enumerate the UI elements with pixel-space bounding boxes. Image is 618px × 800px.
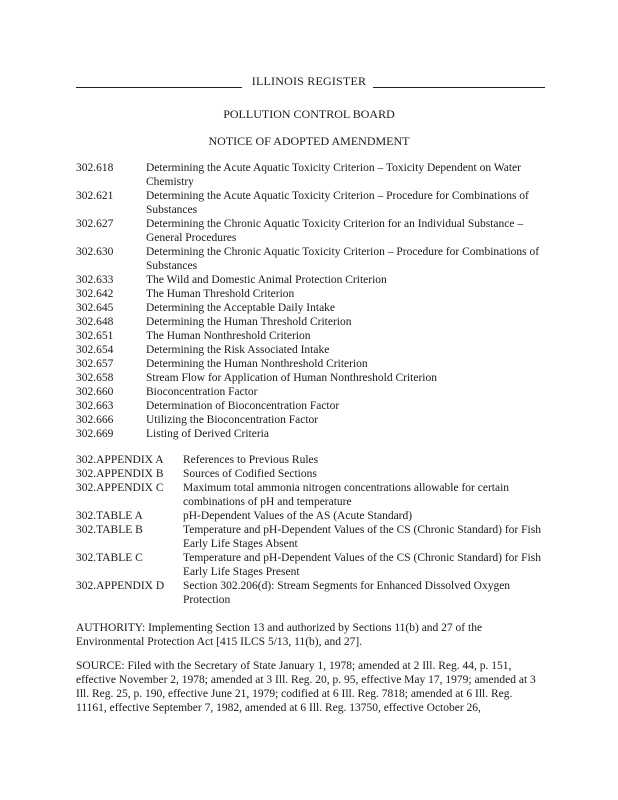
appendix-list [76, 453, 556, 607]
section-title: Utilizing the Bioconcentration Factor [146, 414, 319, 426]
appendix-number: 302.APPENDIX D [76, 580, 165, 592]
source-text: Filed with the Secretary of State January 1, 1978; amended at 2 Ill. Reg. 44, p. 151, effective November 2, 1978; amended at 3 Ill. Reg. 20, p. 95, effective May 17, 1979; amended at 3 Ill. Reg. 25, p. 190, effective June 21, 1979; codified at 6 Ill. Reg. 7818; amended at 6 Ill. Reg. 11161, effective September 7, 1982, amended at 6 Ill. Reg. 13750, effective October 26, [76, 660, 536, 714]
section-number: 302.630 [76, 246, 114, 258]
list-item [76, 427, 556, 441]
section-list [76, 161, 556, 441]
section-number: 302.618 [76, 162, 114, 174]
section-number: 302.621 [76, 190, 114, 202]
list-item [76, 189, 556, 217]
section-title: Determining the Human Nonthreshold Criterion [146, 358, 368, 370]
section-title: Determining the Chronic Aquatic Toxicity Criterion for an Individual Substance – General Procedures [146, 218, 524, 244]
section-title: Determining the Chronic Aquatic Toxicity Criterion – Procedure for Combinations of Substances [146, 246, 540, 272]
list-item [76, 273, 556, 287]
section-title: Determining the Acceptable Daily Intake [146, 302, 336, 314]
section-number: 302.627 [76, 218, 114, 230]
section-title: Determining the Risk Associated Intake [146, 344, 330, 356]
section-number: 302.651 [76, 330, 114, 342]
appendix-number: 302.TABLE A [76, 510, 143, 522]
section-number: 302.669 [76, 428, 114, 440]
appendix-title: Section 302.206(d): Stream Segments for Enhanced Dissolved Oxygen Protection [183, 580, 511, 606]
list-item [76, 413, 556, 427]
appendix-number: 302.TABLE C [76, 552, 143, 564]
section-number: 302.654 [76, 344, 114, 356]
section-number: 302.660 [76, 386, 114, 398]
list-item [76, 245, 556, 273]
section-number: 302.642 [76, 288, 114, 300]
appendix-title: Temperature and pH-Dependent Values of the CS (Chronic Standard) for Fish Early Life Stages Absent [183, 524, 541, 550]
section-title: Determining the Human Threshold Criterion [146, 316, 352, 328]
list-item [76, 357, 556, 371]
list-item [76, 371, 556, 385]
section-title: The Human Nonthreshold Criterion [146, 330, 311, 342]
list-item [76, 343, 556, 357]
register-title: ILLINOIS REGISTER [251, 74, 367, 88]
list-item [76, 453, 556, 467]
section-number: 302.633 [76, 274, 114, 286]
section-number: 302.657 [76, 358, 114, 370]
section-number: 302.663 [76, 400, 114, 412]
list-item [76, 385, 556, 399]
board-name: POLLUTION CONTROL BOARD [223, 107, 395, 121]
appendix-number: 302.APPENDIX B [76, 468, 164, 480]
list-item [76, 399, 556, 413]
section-number: 302.645 [76, 302, 114, 314]
source-label: SOURCE: [76, 660, 125, 672]
appendix-title: pH-Dependent Values of the AS (Acute Standard) [183, 510, 413, 522]
authority-text: Implementing Section 13 and authorized by Sections 11(b) and 27 of the Environmental Protection Act [415 ILCS 5/13, 11(b), and 27]. [76, 622, 483, 648]
appendix-title: References to Previous Rules [183, 454, 319, 466]
section-title: Stream Flow for Application of Human Nonthreshold Criterion [146, 372, 437, 384]
appendix-number: 302.APPENDIX A [76, 454, 164, 466]
list-item [76, 579, 556, 607]
appendix-title: Temperature and pH-Dependent Values of the CS (Chronic Standard) for Fish Early Life Stages Present [183, 552, 541, 578]
list-item [76, 481, 556, 509]
list-item [76, 301, 556, 315]
section-title: Bioconcentration Factor [146, 386, 258, 398]
section-number: 302.666 [76, 414, 114, 426]
list-item [76, 287, 556, 301]
source-paragraph [76, 659, 546, 715]
section-title: The Wild and Domestic Animal Protection Criterion [146, 274, 387, 286]
list-item [76, 467, 556, 481]
list-item [76, 551, 556, 579]
section-title: Determining the Acute Aquatic Toxicity Criterion – Procedure for Combinations of Substances [146, 190, 529, 216]
list-item [76, 315, 556, 329]
section-title: Determination of Bioconcentration Factor [146, 400, 340, 412]
list-item [76, 509, 556, 523]
section-title: Listing of Derived Criteria [146, 428, 269, 440]
list-item [76, 523, 556, 551]
appendix-number: 302.APPENDIX C [76, 482, 164, 494]
section-number: 302.658 [76, 372, 114, 384]
list-item [76, 329, 556, 343]
section-title: The Human Threshold Criterion [146, 288, 295, 300]
list-item [76, 161, 556, 189]
section-title: Determining the Acute Aquatic Toxicity Criterion – Toxicity Dependent on Water Chemistry [146, 162, 521, 188]
section-number: 302.648 [76, 316, 114, 328]
notice-title: NOTICE OF ADOPTED AMENDMENT [208, 134, 410, 148]
appendix-title: Maximum total ammonia nitrogen concentrations allowable for certain combinations of pH and temperature [183, 482, 510, 508]
appendix-title: Sources of Codified Sections [183, 468, 317, 480]
list-item [76, 217, 556, 245]
authority-label: AUTHORITY: [76, 622, 146, 634]
appendix-number: 302.TABLE B [76, 524, 143, 536]
authority-paragraph [76, 621, 546, 649]
